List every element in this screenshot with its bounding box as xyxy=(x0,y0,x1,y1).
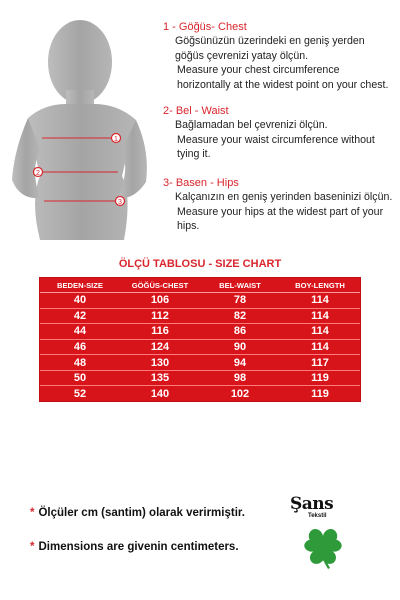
waist-heading: 2- Bel - Waist xyxy=(163,105,229,117)
table-row xyxy=(40,370,360,386)
chest-cell: 116 xyxy=(120,324,200,340)
length-cell: 114 xyxy=(280,308,360,324)
hips-heading: 3- Basen - Hips xyxy=(163,177,239,189)
clover-icon xyxy=(298,524,348,570)
size-cell: 44 xyxy=(40,324,120,340)
waist-marker xyxy=(34,168,43,178)
chest-text-tr: Göğsünüzün üzerindeki en geniş yerden göğüs çevrenizi yatay ölçün. xyxy=(175,35,365,62)
size-cell: 40 xyxy=(40,293,120,309)
header-waist: BEL-WAIST xyxy=(219,280,261,290)
chest-text-en: Measure your chest circumference horizontally at the widest point on your chest. xyxy=(177,64,389,91)
waist-marker-number: 2 xyxy=(36,170,40,177)
table-row xyxy=(40,324,360,340)
note-units-tr xyxy=(30,507,245,519)
chest-cell: 140 xyxy=(120,386,200,401)
body-silhouette-figure xyxy=(0,0,160,250)
brand-logo xyxy=(286,494,366,574)
size-cell: 52 xyxy=(40,386,120,401)
hips-instruction xyxy=(163,176,395,234)
size-chart-title: ÖLÇÜ TABLOSU - SIZE CHART xyxy=(118,258,282,270)
length-cell: 114 xyxy=(280,339,360,355)
waist-cell: 94 xyxy=(200,355,280,371)
logo-subtitle: Tekstil xyxy=(308,513,327,519)
length-cell: 114 xyxy=(280,324,360,340)
size-chart-table xyxy=(40,278,360,401)
hips-marker xyxy=(116,197,125,207)
table-row xyxy=(40,355,360,371)
chest-marker xyxy=(112,134,121,144)
note-units-tr-text: Ölçüler cm (santim) olarak verirmiştir. xyxy=(38,507,245,519)
chest-cell: 124 xyxy=(120,339,200,355)
chest-heading: 1 - Göğüs- Chest xyxy=(163,21,247,33)
waist-text-tr: Bağlamadan bel çevrenizi ölçün. xyxy=(175,119,328,132)
note-units-en-text: Dimensions are givenin centimeters. xyxy=(38,541,239,553)
waist-cell: 82 xyxy=(200,308,280,324)
hips-text-en: Measure your hips at the widest part of your hips. xyxy=(177,205,384,233)
logo-wordmark: Şans xyxy=(290,494,334,514)
note-star: * xyxy=(30,507,35,519)
note-units-en xyxy=(30,541,239,553)
table-header-row xyxy=(40,278,360,293)
chest-cell: 135 xyxy=(120,370,200,386)
waist-cell: 102 xyxy=(200,386,280,401)
waist-cell: 86 xyxy=(200,324,280,340)
size-cell: 46 xyxy=(40,339,120,355)
size-cell: 50 xyxy=(40,370,120,386)
chest-cell: 112 xyxy=(120,308,200,324)
length-cell: 119 xyxy=(280,386,360,401)
length-cell: 114 xyxy=(280,293,360,309)
hips-marker-number: 3 xyxy=(118,199,122,206)
size-cell: 42 xyxy=(40,308,120,324)
header-length: BOY-LENGTH xyxy=(295,280,345,290)
table-row xyxy=(40,308,360,324)
waist-instruction xyxy=(163,104,395,162)
waist-cell: 98 xyxy=(200,370,280,386)
note-star: * xyxy=(30,541,35,553)
waist-text-en: Measure your waist circumference without tying it. xyxy=(177,133,375,161)
header-chest: GÖĞÜS-CHEST xyxy=(131,280,189,290)
table-row xyxy=(40,293,360,309)
table-row xyxy=(40,339,360,355)
length-cell: 117 xyxy=(280,355,360,371)
waist-cell: 90 xyxy=(200,339,280,355)
chest-cell: 130 xyxy=(120,355,200,371)
chest-instruction xyxy=(163,20,395,92)
chest-marker-number: 1 xyxy=(114,136,118,143)
length-cell: 119 xyxy=(280,370,360,386)
table-row xyxy=(40,386,360,401)
chest-cell: 106 xyxy=(120,293,200,309)
hips-text-tr: Kalçanızın en geniş yerinden baseninizi ölçün. xyxy=(175,191,393,204)
waist-cell: 78 xyxy=(200,293,280,309)
header-size: BEDEN-SIZE xyxy=(57,280,103,290)
size-cell: 48 xyxy=(40,355,120,371)
